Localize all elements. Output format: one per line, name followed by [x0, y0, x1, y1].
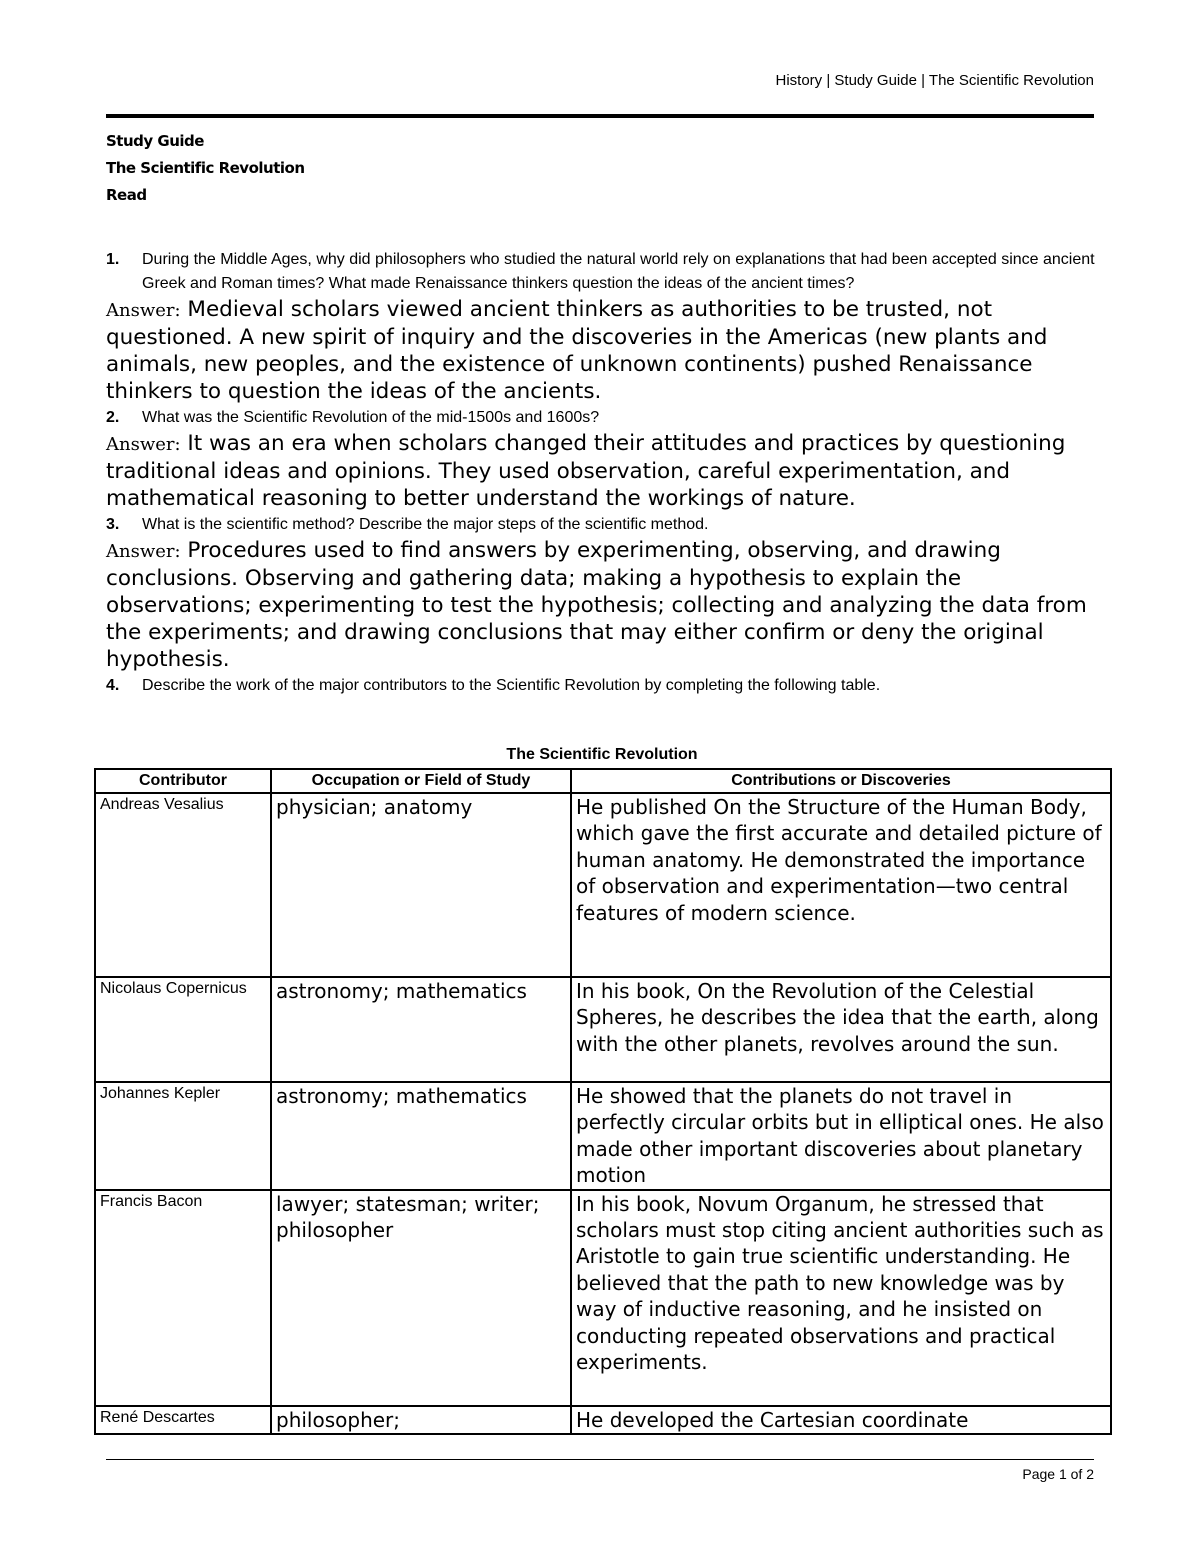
question-1 — [106, 248, 1096, 296]
table-row — [95, 1406, 1111, 1434]
section-label: Read — [106, 186, 147, 204]
contribution-cell: He showed that the planets do not travel in perfectly circular orbits but in elliptical ones. He also made other important discoveries about planetary motion — [571, 1082, 1111, 1190]
page-header: History | Study Guide | The Scientific Revolution — [775, 72, 1094, 89]
question-4 — [106, 674, 1096, 698]
question-2 — [106, 406, 1096, 430]
question-number: 2. — [106, 409, 120, 426]
answer-text: Medieval scholars viewed ancient thinkers as authorities to be trusted, not questioned. A new spirit of inquiry and the discoveries in the Americas (new plants and animals, new peoples, and the existence of unknown continents) pushed Renaissance thinkers to question the ideas of the ancients. — [106, 297, 1048, 404]
contribution-cell: He developed the Cartesian coordinate — [571, 1406, 1111, 1434]
contributor-cell: Johannes Kepler — [95, 1082, 271, 1190]
contributor-cell: Andreas Vesalius — [95, 793, 271, 977]
questions-section — [106, 248, 1096, 698]
contributor-cell: René Descartes — [95, 1406, 271, 1434]
table-title: The Scientific Revolution — [506, 746, 698, 763]
question-number: 1. — [106, 251, 120, 268]
question-text: Describe the work of the major contributors to the Scientific Revolution by completing the following table. — [142, 677, 881, 694]
header-rule — [106, 114, 1094, 118]
contribution-cell: In his book, Novum Organum, he stressed that scholars must stop citing ancient authorities such as Aristotle to gain true scientific understanding. He believed that the path to new knowledge was by way of inductive reasoning, and he insisted on conducting repeated observations and practical experiments. — [571, 1190, 1111, 1406]
occupation-cell: lawyer; statesman; writer; philosopher — [271, 1190, 571, 1406]
page-number: Page 1 of 2 — [1022, 1466, 1094, 1482]
answer-1 — [106, 296, 1096, 405]
contribution-cell: He published On the Structure of the Human Body, which gave the first accurate and detailed picture of human anatomy. He demonstrated the importance of observation and experimentation—two central features of modern science. — [571, 793, 1111, 977]
contributors-table — [94, 768, 1112, 1435]
question-number: 3. — [106, 516, 120, 533]
column-header-contributor: Contributor — [95, 769, 271, 793]
question-number: 4. — [106, 677, 120, 694]
answer-label: Answer: — [106, 434, 181, 455]
table-row — [95, 977, 1111, 1082]
column-header-contributions: Contributions or Discoveries — [571, 769, 1111, 793]
question-text: During the Middle Ages, why did philosophers who studied the natural world rely on explanations that had been accepted since ancient Greek and Roman times? What made Renaissance thinkers question the ideas of the ancient times? — [142, 251, 1095, 292]
column-header-occupation: Occupation or Field of Study — [271, 769, 571, 793]
doc-title: Study Guide — [106, 132, 204, 150]
table-row — [95, 1082, 1111, 1190]
answer-label: Answer: — [106, 300, 181, 321]
occupation-cell: physician; anatomy — [271, 793, 571, 977]
answer-3 — [106, 537, 1096, 673]
contributor-cell: Nicolaus Copernicus — [95, 977, 271, 1082]
table-row — [95, 793, 1111, 977]
heading-block — [106, 130, 305, 211]
question-text: What is the scientific method? Describe the major steps of the scientific method. — [142, 516, 709, 533]
question-text: What was the Scientific Revolution of the mid-1500s and 1600s? — [142, 409, 600, 426]
answer-text: It was an era when scholars changed their attitudes and practices by questioning traditional ideas and opinions. They used observation, careful experimentation, and mathematical reasoning to better understand the workings of nature. — [106, 431, 1066, 511]
question-3 — [106, 513, 1096, 537]
answer-text: Procedures used to find answers by experimenting, observing, and drawing conclusions. Observing and gathering data; making a hypothesis to explain the observations; experimenting to test the hypothesis; collecting and analyzing the data from the experiments; and drawing conclusions that may either confirm or deny the original hypothesis. — [106, 538, 1087, 672]
table-header-row — [95, 769, 1111, 793]
occupation-cell: philosopher; — [271, 1406, 571, 1434]
occupation-cell: astronomy; mathematics — [271, 977, 571, 1082]
doc-subtitle: The Scientific Revolution — [106, 159, 305, 177]
contribution-cell: In his book, On the Revolution of the Celestial Spheres, he describes the idea that the earth, along with the other planets, revolves around the sun. — [571, 977, 1111, 1082]
table-row — [95, 1190, 1111, 1406]
footer-rule — [106, 1459, 1094, 1460]
answer-2 — [106, 430, 1096, 512]
contributor-cell: Francis Bacon — [95, 1190, 271, 1406]
occupation-cell: astronomy; mathematics — [271, 1082, 571, 1190]
answer-label: Answer: — [106, 541, 181, 562]
